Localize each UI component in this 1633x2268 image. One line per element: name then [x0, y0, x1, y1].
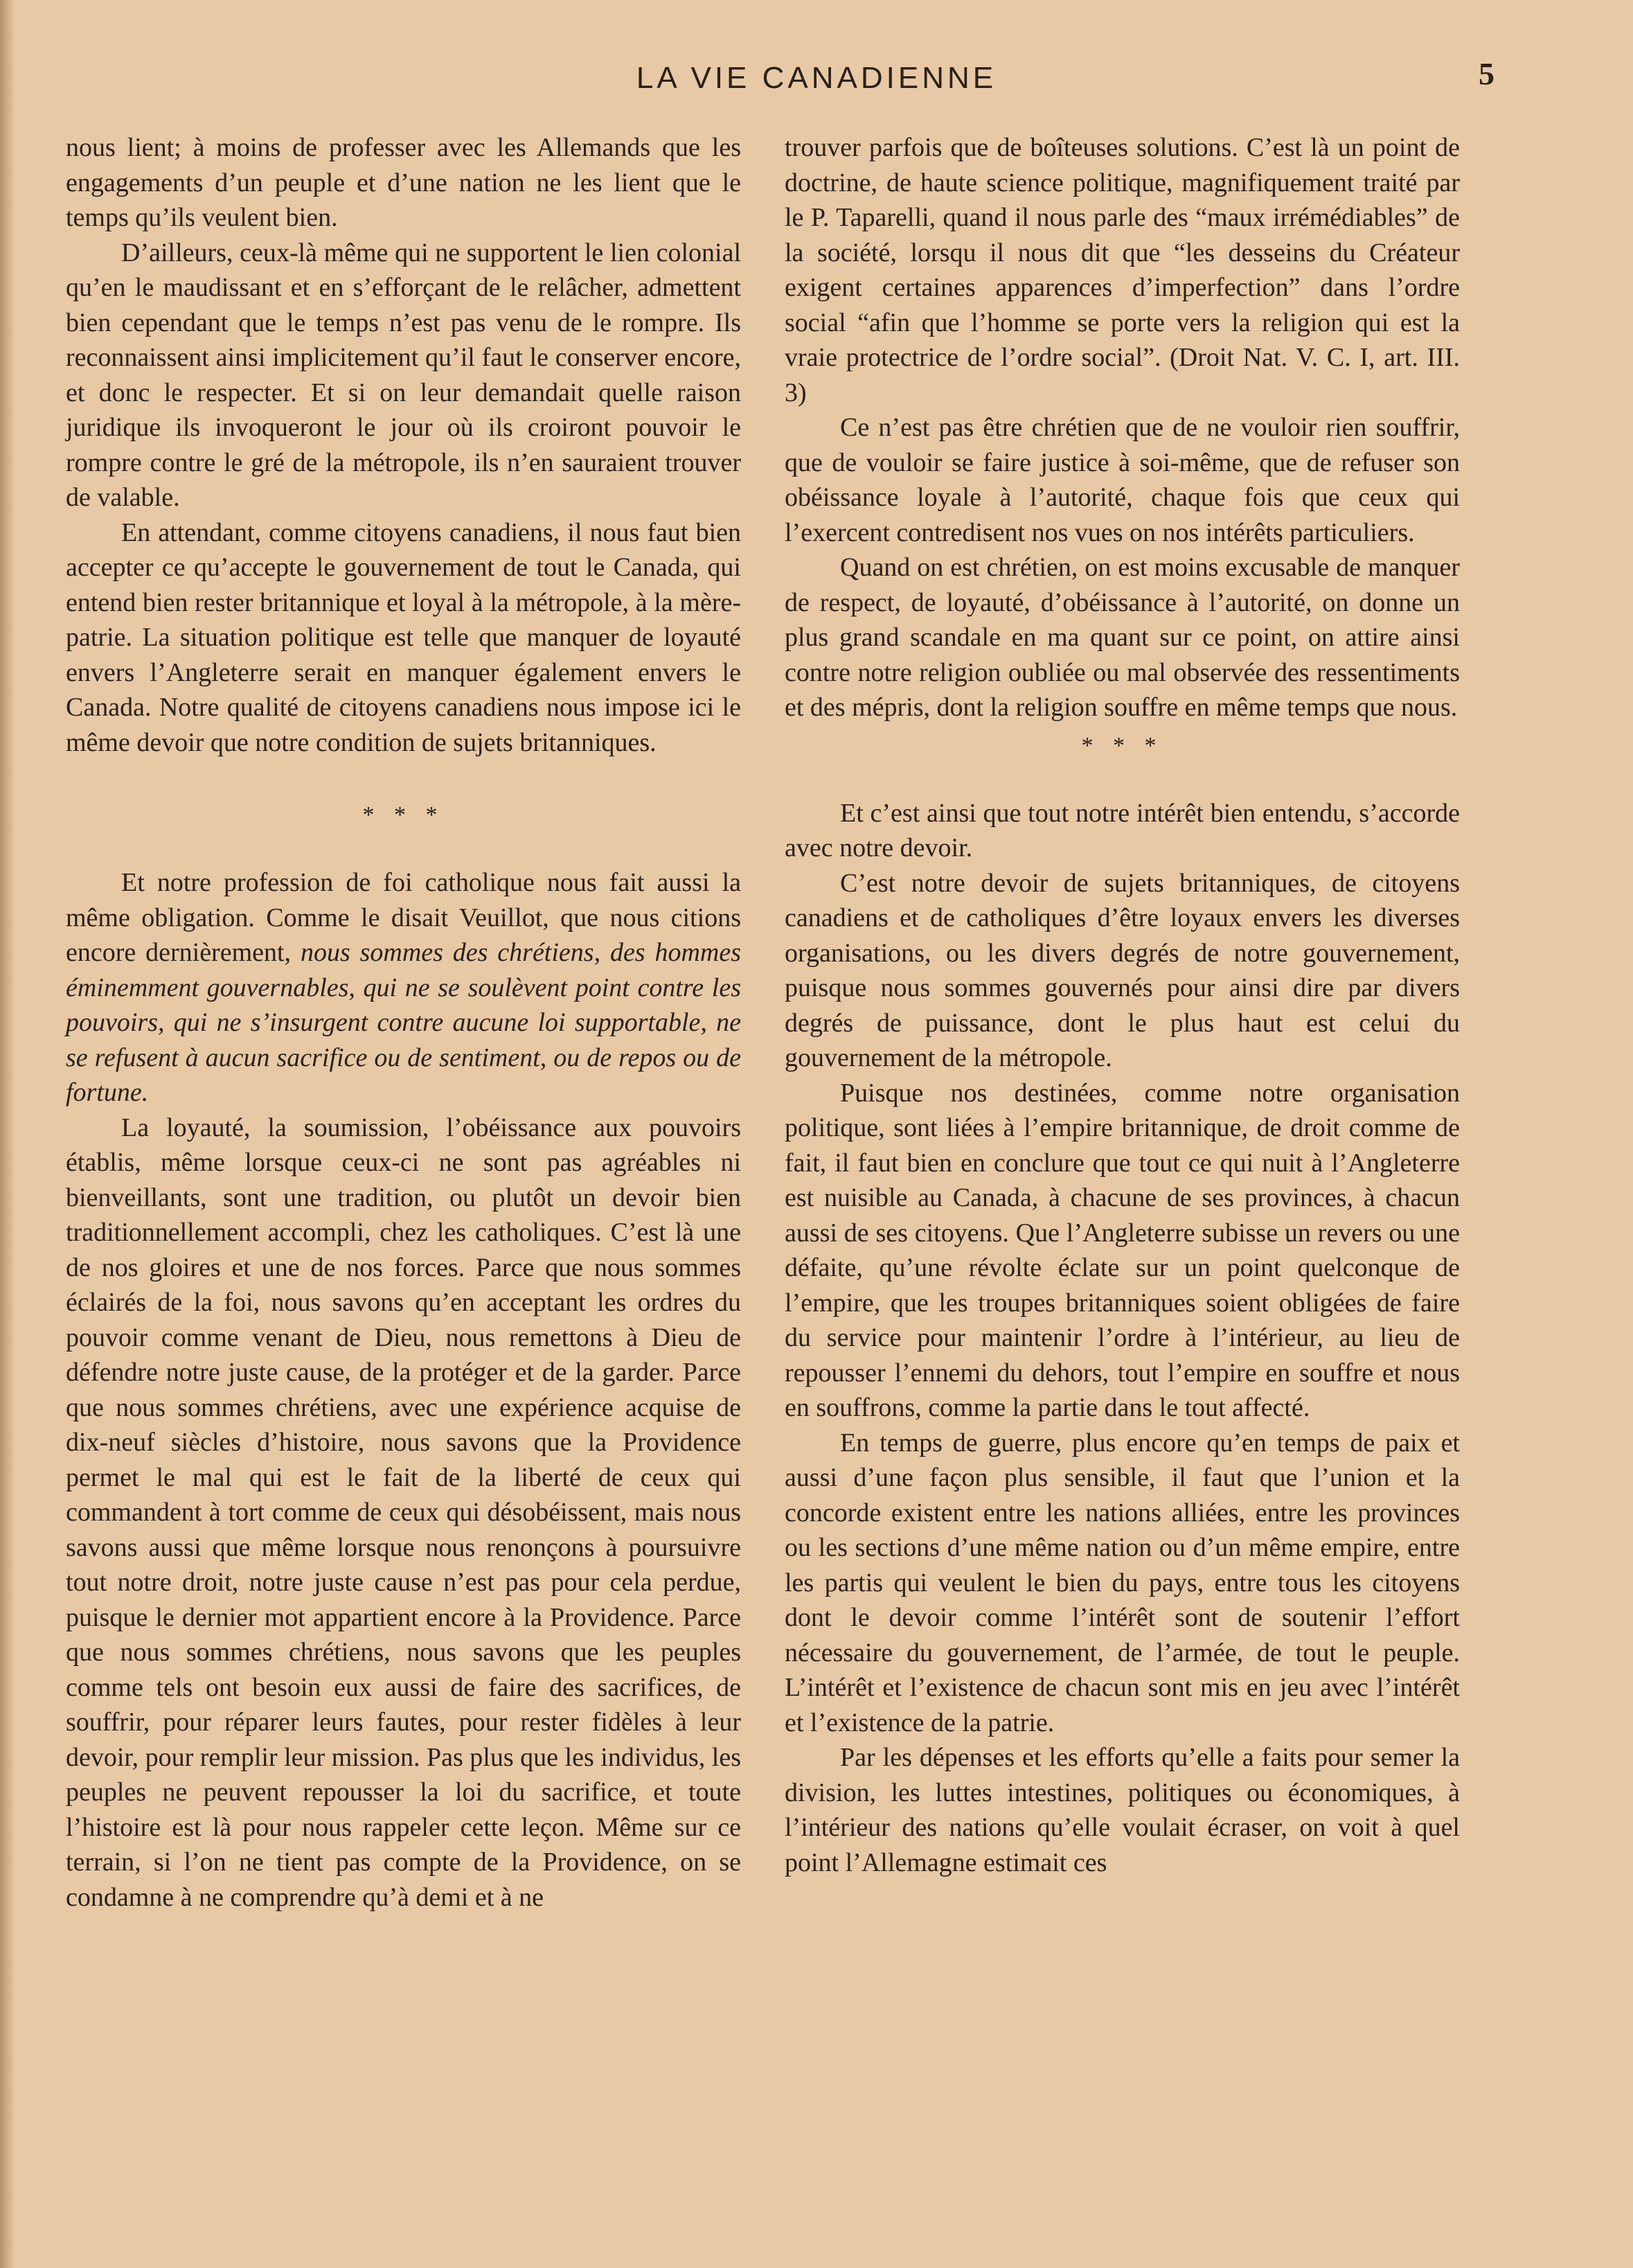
- paragraph: D’ailleurs, ceux-là même qui ne supportent le lien colonial qu’en le maudissant et en s’efforçant de le relâcher, admettent bien cependant que le temps n’est pas venu de le rompre. Ils reconnaissent ainsi implicitement qu’il faut le conserver encore, et donc le respecter. Et si on leur demandait quelle raison juridique ils invoqueront le jour où ils croiront pouvoir le rompre contre le gré de la métropole, ils n’en sauraient trouver de valable.: [66, 238, 741, 512]
- paragraph: En attendant, comme citoyens canadiens, il nous faut bien accepter ce qu’accepte le gouvernement de tout le Canada, qui entend bien rester britannique et loyal à la métropole, à la mère-patrie. La situation politique est telle que manquer de loyauté envers l’Angleterre serait en manquer également envers le Canada. Notre qualité de citoyens canadiens nous impose ici le même devoir que notre condition de sujets britanniques.: [66, 517, 741, 757]
- right-column: [785, 130, 1460, 1880]
- paragraph: Par les dépenses et les efforts qu’elle a faits pour semer la division, les luttes intestines, politiques ou économiques, à l’intérieur des nations qu’elle voulait écraser, on voit à quel point l’Allemagne estimait ces: [785, 1743, 1460, 1877]
- section-separator: * * *: [362, 802, 445, 828]
- running-header: LA VIE CANADIENNE: [636, 61, 997, 95]
- paragraph: La loyauté, la soumission, l’obéissance aux pouvoirs établis, même lorsque ceux-ci ne sont pas agréables ni bienveillants, sont une tradition, ou plutôt un devoir bien traditionnellement accompli, chez les catholiques. C’est là une de nos gloires et une de nos forces. Parce que nous sommes éclairés de la foi, nous savons qu’en acceptant les ordres du pouvoir comme venant de Dieu, nous remettons à Dieu de défendre notre juste cause, de la protéger et de la garder. Parce que nous sommes chrétiens, avec une expérience acquise de dix-neuf siècles d’histoire, nous savons que la Providence permet le mal qui est le fait de la liberté de ceux qui commandent à tort comme de ceux qui désobéissent, mais nous savons aussi que même lorsque nous renonçons à poursuivre tout notre droit, notre juste cause n’est pas pour cela perdue, puisque le dernier mot appartient encore à la Providence. Parce que nous sommes chrétiens, nous savons que les peuples comme tels ont besoin eux aussi de faire des sacrifices, de souffrir, pour réparer leurs fautes, pour rester fidèles à leur devoir, pour remplir leur mission. Pas plus que les individus, les peuples ne peuvent repousser la loi du sacrifice, et toute l’histoire est là pour nous rappeler cette leçon. Même sur ce terrain, si l’on ne tient pas compte de la Providence, on se condamne à ne comprendre qu’à demi et à ne: [66, 1113, 741, 1912]
- paragraph: C’est notre devoir de sujets britanniques, de citoyens canadiens et de catholiques d’être loyaux envers les diverses organisations, ou les divers degrés de notre gouvernement, puisque nous sommes gouvernés pour ainsi dire par divers degrés de puissance, dont le plus haut est celui du gouvernement de la métropole.: [785, 868, 1460, 1072]
- paragraph: Et c’est ainsi que tout notre intérêt bien entendu, s’accorde avec notre devoir.: [785, 798, 1460, 862]
- paragraph-text: Et notre profession de foi catholique nous fait aussi la même obligation. Comme le disait Veuillot, que nous citions encore dernièrement,: [66, 868, 741, 967]
- quotation-italic: nous sommes des chrétiens, des hommes éminemment gouvernables, qui ne se soulèvent point contre les pouvoirs, qui ne s’insurgent contre aucune loi supportable, ne se refusent à aucun sacrifice ou de sentiment, ou de repos ou de fortune.: [66, 938, 741, 1107]
- paragraph: Ce n’est pas être chrétien que de ne vouloir rien souffrir, que de vouloir se faire justice à soi-même, que de refuser son obéissance loyale à l’autorité, chaque fois que ceux qui l’exercent contredisent nos vues on nos intérêts particuliers.: [785, 413, 1460, 547]
- paragraph: En temps de guerre, plus encore qu’en temps de paix et aussi d’une façon plus sensible, il faut que l’union et la concorde existent entre les nations alliées, entre les provinces ou les sections d’une même nation ou d’un même empire, entre les partis qui veulent le bien du pays, entre tous les citoyens dont le devoir comme l’intérêt sont de soutenir l’effort nécessaire du gouvernement, de l’armée, de tout le peuple. L’intérêt et l’existence de chacun sont mis en jeu avec l’intérêt et l’existence de la patrie.: [785, 1428, 1460, 1737]
- paragraph: trouver parfois que de boîteuses solutions. C’est là un point de doctrine, de haute science politique, magnifiquement traité par le P. Taparelli, quand il nous parle des “maux irrémédiables” de la société, lorsqu il nous dit que “les desseins du Créateur exigent certaines apparences d’imperfection” dans l’ordre social “afin que l’homme se porte vers la religion qui est la vraie protectrice de l’ordre social”. (Droit Nat. V. C. I, art. III. 3): [785, 133, 1460, 407]
- paragraph: Quand on est chrétien, on est moins excusable de manquer de respect, de loyauté, d’obéissance à l’autorité, on donne un plus grand scandale en ma quant sur ce point, on attire ainsi contre notre religion oubliée ou mal observée des ressentiments et des mépris, dont la religion souffre en même temps que nous.: [785, 553, 1460, 722]
- page-binding-shadow: [0, 0, 15, 2268]
- paragraph: [66, 865, 741, 1110]
- page-number: 5: [1479, 56, 1494, 91]
- paragraph: nous lient; à moins de professer avec les Allemands que les engagements d’un peuple et d’une nation ne les lient que le temps qu’ils veulent bien.: [66, 133, 741, 232]
- left-column: [66, 130, 741, 1915]
- section-separator: * * *: [1081, 732, 1163, 759]
- paragraph: Puisque nos destinées, comme notre organisation politique, sont liées à l’empire britannique, de droit comme de fait, il faut bien en conclure que tout ce qui nuit à l’Angleterre est nuisible au Canada, à chacune de ses provinces, à chacun aussi de ses citoyens. Que l’Angleterre subisse un revers ou une défaite, qu’une révolte éclate sur un point quelconque de l’empire, que les troupes britanniques soient obligées de faire du service pour maintenir l’ordre à l’intérieur, au lieu de repousser l’ennemi du dehors, tout l’empire en souffre et nous en souffrons, comme la partie dans le tout affecté.: [785, 1078, 1460, 1422]
